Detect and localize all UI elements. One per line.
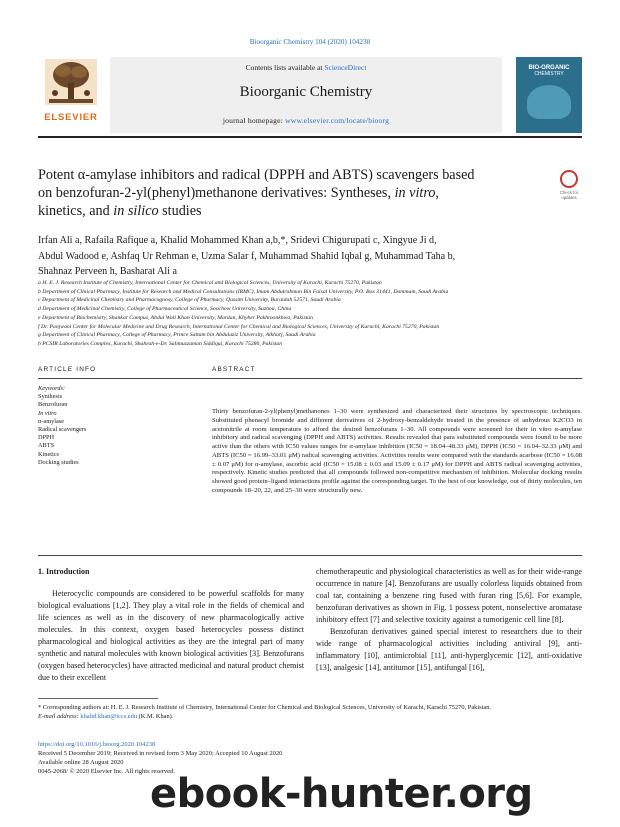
cover-art [527, 85, 571, 119]
contents-prefix: Contents lists available at [245, 63, 323, 72]
title-text: , [435, 185, 439, 202]
corresponding-author-note: * Corresponding authors at: H. E. J. Research Institute of Chemistry, International Center for Chemical and Biological Sciences, University of Karachi, Karachi 75270, Pakistan. [38, 704, 492, 711]
check-for-updates-button[interactable] [556, 170, 582, 200]
affiliation-item: g Department of Clinical Pharmacy, College of Pharmacy, Prince Sattam bin Abdulaziz University, Alkharj, Saudi Arabia [38, 332, 316, 339]
affiliation-item: d Department of Medicinal Chemistry, College of Pharmaceutical Science, Soochow University, Suzhou, China [38, 306, 292, 313]
author-list [38, 233, 582, 280]
authors-line-3[interactable]: Shahnaz Perveen h, Basharat Ali a [38, 266, 178, 278]
abstract-heading: ABSTRACT [212, 366, 256, 373]
journal-header [38, 57, 582, 133]
publisher-name: ELSEVIER [44, 112, 98, 123]
affiliation-item: a H. E. J. Research Institute of Chemistry, International Center for Chemical and Biological Sciences, University of Karachi, Karachi 75270, Pakistan [38, 280, 382, 286]
journal-reference[interactable]: Bioorganic Chemistry 104 (2020) 104238 [249, 38, 371, 46]
email-link[interactable]: khalid.khan@iccs.edu [80, 712, 138, 720]
section-heading-introduction: 1. Introduction [38, 567, 90, 576]
journal-cover[interactable] [516, 57, 582, 133]
email-label: E-mail address: [38, 712, 79, 720]
paragraph: Heterocyclic compounds are considered to be powerful scaffolds for many biological evaluations [1,2]. They play a vital role in the fields of chemical and life sciences as well as in the discovery of new pharmacologically active molecules. In this context, oxygen based heterocycles possess distinct pharmacological and biological activities as they are the integral part of many synthetic and natural molecules with known biological activities [3]. Benzofurans (oxygen based heterocycles) have attracted medicinal and natural product chemist due to their excellent [38, 588, 304, 682]
homepage-line [110, 116, 502, 125]
title-text: kinetics, and [38, 203, 114, 220]
keyword-item: In vitro [38, 409, 57, 417]
online-date: Available online 28 August 2020 [38, 759, 124, 766]
authors-line-2[interactable]: Abdul Wadood e, Ashfaq Ur Rehman e, Uzma Salar f, Muhammad Shahid Iqbal g, Muhammad Taha b, [38, 250, 456, 262]
authors-line-1[interactable]: Irfan Ali a, Rafaila Rafique a, Khalid Mohammed Khan a,b,*, Sridevi Chigurupati c, Xingyue Ji d, [38, 235, 437, 246]
paragraph: chemotherapeutic and physiological characteristics as well as for their wide-range occurrence in nature [4]. Benzofurans are usually colorless liquids obtained from coal tar, containing a benzene ring fused with furan ring [5,6]. For example, benzofuran derivatives as shown in Fig. 1 possess potent, nonselective aromatase inhibitory effect [7] and selective toxicity against a tumorigenic cell line [8]. [316, 567, 582, 624]
keyword-item: Radical scavengers [38, 426, 87, 434]
abstract-text: Thirty benzofuran-2-yl(phenyl)methanones 1–30 were synthesized and characterized their structures by spectroscopic techniques. Substituted phenacyl bromide and different derivatives of 2-hydroxy-benzaldehyde treated in the presence of anhydrous K2CO3 in acetonitrile at room temperature to afford the desired benzofurans 1–30. All compounds were screened for their in vitro α-amylase inhibitory and radical scavenging (DPPH and ABTS) activities. Results revealed that para substituted compounds were found to be more active than the others with IC50 values ranges for α-amylase inhibition (IC50 = 18.04–48.33 μM), DPPH (IC50 = 16.04–32.33 μM) and ABTS (IC50 = 16.99–33.01 μM) radical scavenging activities. Activities results were compared with the standards acarbose (IC50 = 16.08 ± 0.07 μM) for α-amylase, ascorbic acid (IC50 = 15.08 ± 0.03 and 15.09 ± 0.17 μM) for DPPH and ABTS radical scavenging activities, respectively. Kinetic studies predicted that all compounds followed non-competitive mechanism of inhibition. Molecular docking results showed good protein–ligand interactions profile against the corresponding target. To the best of our knowledge, out of thirty molecules, ten compounds 18–20, 22, and 25–30 were structurally new. [212, 408, 582, 494]
keywords-panel [38, 385, 188, 467]
watermark: ebook-hunter.org [150, 771, 533, 817]
elsevier-logo[interactable] [38, 57, 104, 133]
article-title [38, 166, 528, 221]
cover-title-line1: BIO-ORGANIC [528, 65, 570, 71]
journal-title: Bioorganic Chemistry [239, 84, 373, 100]
affiliations [38, 279, 582, 349]
footnote-rule [38, 698, 158, 699]
body-column-left [38, 566, 304, 684]
header-rule [38, 136, 582, 138]
abstract-rule [38, 555, 582, 556]
keyword-item: Kinetics [38, 450, 59, 458]
title-italic: in silico [113, 203, 159, 220]
article-info-heading: ARTICLE INFO [38, 366, 97, 373]
footnote [38, 704, 582, 721]
homepage-prefix: journal homepage: [222, 116, 283, 125]
keyword-item: Docking studies [38, 458, 79, 466]
paragraph: Benzofuran derivatives gained special interest to researchers due to their wide range of pharmacological activities including antiviral [9], anti-inflammatory [10], antimicrobial [11], anti-hyperglycemic [12], anti-oxidative [13], analgesic [14], antitumor [15], antifungal [16], [316, 626, 582, 672]
body-column-right [316, 566, 582, 674]
email-suffix: (K.M. Khan). [138, 712, 174, 720]
email-line [38, 713, 582, 722]
title-text: studies [158, 203, 202, 220]
affiliation-item: c Department of Medicinal Chemistry and Pharmacognosy, College of Pharmacy, Qassim University, Buraidah 52571, Saudi Arabia [38, 297, 341, 304]
affiliation-item: f Dr. Panjwani Center for Molecular Medicine and Drug Research, International Center for Chemical and Biological Sciences, University of Karachi, Karachi 75270, Pakistan [38, 323, 440, 330]
affiliation-item: e Department of Biochemistry, Shankar Campus, Abdul Wali Khan University, Mardan, Khyber Pakhtoonkhwa, Pakistan [38, 314, 313, 321]
check-updates-icon [560, 170, 578, 188]
keyword-item: ABTS [38, 442, 55, 450]
section-rule [38, 378, 582, 379]
title-text: on benzofuran-2-yl(phenyl)methanone derivatives: Syntheses, [38, 185, 395, 202]
sciencedirect-link[interactable]: ScienceDirect [324, 63, 367, 72]
title-line-1: Potent α-amylase inhibitors and radical (DPPH and ABTS) scavengers based [38, 167, 475, 183]
doi-link[interactable]: https://doi.org/10.1016/j.bioorg.2020.104238 [38, 741, 156, 748]
affiliation-item: b Department of Clinical Pharmacy, Institute for Research and Medical Consultations (IRMC), Imam Abdulrahman Bin Faisal University, P.O. Box 31441, Dammam, Saudi Arabia [38, 288, 449, 295]
title-line-3 [38, 202, 528, 220]
check-updates-label: Check for updates [559, 190, 579, 200]
keyword-item: Synthesis [38, 393, 63, 401]
cover-title-line2: CHEMISTRY [534, 71, 564, 77]
copyright-line: 0045-2068/ © 2020 Elsevier Inc. All rights reserved. [38, 768, 175, 775]
contents-line [110, 63, 502, 72]
affiliation-item: h PCSIR Laboratories Complex, Karachi, Shahrah-e-Dr. Salimuzzaman Siddiqui, Karachi 75280, Pakistan [38, 340, 283, 347]
keyword-item: α-amylase [38, 417, 65, 425]
tree-icon [45, 59, 97, 105]
keyword-item: DPPH [38, 434, 55, 442]
keywords-label: Keywords: [38, 385, 66, 392]
received-dates: Received 5 December 2019; Received in revised form 3 May 2020; Accepted 10 August 2020 [38, 750, 283, 757]
keyword-item: Benzofuran [38, 401, 68, 409]
journal-banner [110, 57, 502, 133]
title-line-2 [38, 184, 528, 202]
homepage-link[interactable]: www.elsevier.com/locate/bioorg [285, 116, 390, 125]
title-italic: in vitro [394, 185, 436, 202]
